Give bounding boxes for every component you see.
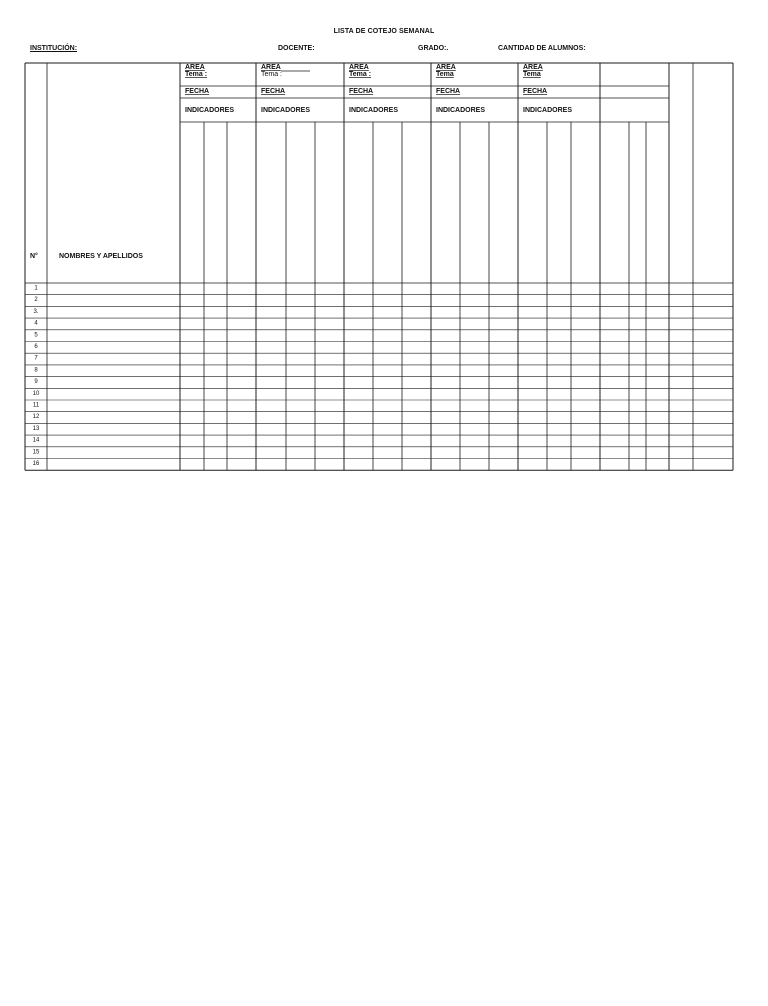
area-label: AREA (349, 64, 369, 71)
indicadores-label: INDICADORES (436, 107, 486, 114)
row-number: 6 (34, 344, 38, 350)
col-header-names: NOMBRES Y APELLIDOS (59, 253, 143, 260)
row-number: 8 (34, 367, 38, 374)
row-number: 7 (34, 355, 38, 362)
area-label: AREA (523, 64, 543, 71)
row-number: 2 (34, 297, 38, 304)
fecha-label: FECHA (523, 88, 548, 95)
row-number: 14 (32, 437, 40, 444)
row-number: 11 (32, 402, 40, 409)
row-number: 15 (32, 449, 40, 456)
row-number: 16 (32, 461, 40, 467)
tema-label: Tema : (185, 71, 208, 78)
row-number: 5 (34, 332, 38, 339)
field-cantidad-alumnos: CANTIDAD DE ALUMNOS: (498, 45, 586, 52)
row-number: 13 (32, 425, 40, 432)
indicadores-label: INDICADORES (261, 107, 311, 114)
area-label: AREA (185, 64, 205, 71)
fecha-label: FECHA (185, 88, 210, 95)
tema-label: Tema (436, 71, 454, 78)
field-grado: GRADO:. (418, 45, 449, 52)
tema-label: Tema : (261, 71, 283, 78)
col-header-num: N° (30, 253, 38, 260)
fecha-label: FECHA (261, 88, 286, 95)
fecha-label: FECHA (436, 88, 461, 95)
page-title: LISTA DE COTEJO SEMANAL (333, 28, 435, 35)
indicadores-label: INDICADORES (523, 107, 573, 114)
fecha-label: FECHA (349, 88, 374, 95)
row-number: 9 (34, 379, 38, 386)
indicadores-label: INDICADORES (349, 107, 399, 114)
row-number: 12 (32, 414, 40, 421)
area-label: AREA (436, 64, 456, 71)
field-docente: DOCENTE: (278, 45, 315, 52)
row-number: 1 (34, 285, 38, 292)
row-number: 10 (32, 390, 40, 397)
field-institucion: INSTITUCIÓN: (30, 45, 78, 52)
area-label: AREA (261, 64, 281, 71)
indicadores-label: INDICADORES (185, 107, 235, 114)
row-number: 4 (34, 320, 38, 327)
tema-label: Tema : (349, 71, 372, 78)
tema-label: Tema (523, 71, 541, 78)
row-number: 3. (33, 308, 39, 315)
